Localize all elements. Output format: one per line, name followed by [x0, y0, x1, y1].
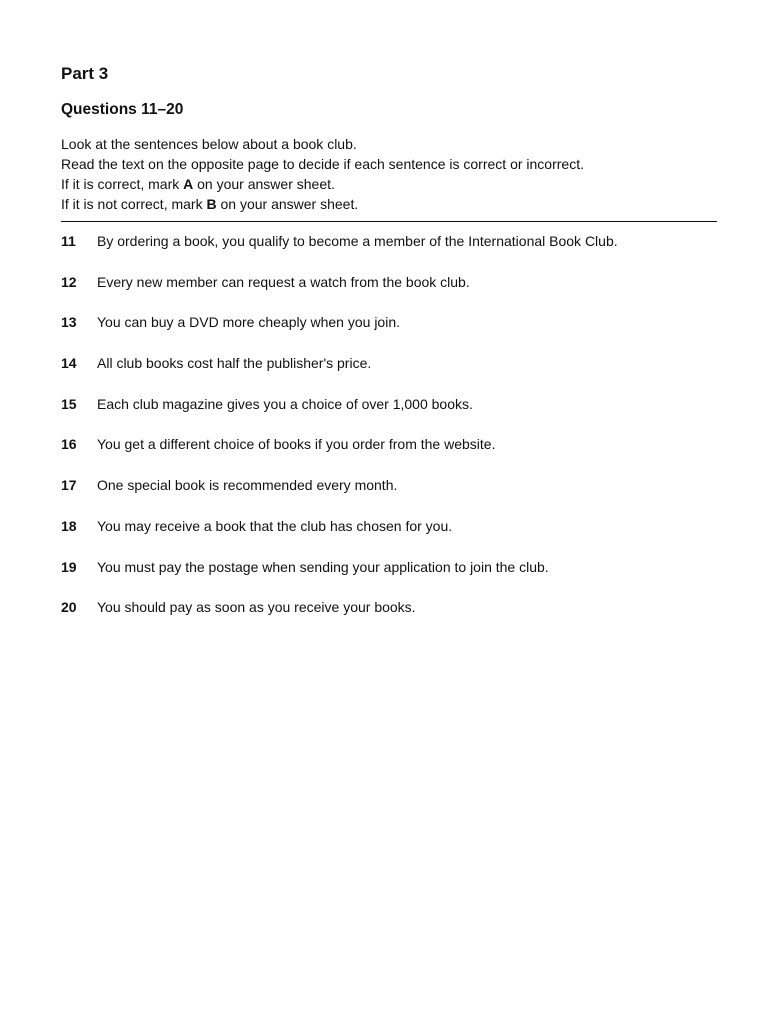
instruction-line-3-post: on your answer sheet. — [193, 176, 335, 192]
question-text: You may receive a book that the club has chosen for you. — [97, 517, 453, 534]
question-text: Every new member can request a watch from the book club. — [97, 273, 470, 290]
instruction-line-3-pre: If it is correct, mark — [61, 176, 184, 192]
question-text: You get a different choice of books if you order from the website. — [97, 436, 496, 453]
question-item — [61, 436, 721, 477]
instruction-line-4-post: on your answer sheet. — [216, 196, 359, 212]
question-text: Each club magazine gives you a choice of over 1,000 books. — [97, 395, 473, 412]
question-text: You must pay the postage when sending your application to join the club. — [97, 558, 549, 575]
instruction-line-3 — [61, 174, 721, 194]
part-title: Part 3 — [61, 64, 109, 83]
answer-mark-a: A — [183, 176, 194, 192]
question-list — [61, 233, 721, 640]
instructions — [61, 134, 721, 214]
question-number: 11 — [61, 233, 76, 249]
question-item — [61, 314, 721, 355]
question-item — [61, 396, 721, 437]
question-number: 18 — [61, 517, 77, 534]
question-number: 12 — [61, 273, 77, 290]
question-item — [61, 599, 721, 640]
question-item — [61, 355, 721, 396]
question-number: 15 — [61, 395, 77, 412]
section-divider — [61, 221, 717, 222]
question-number: 19 — [61, 558, 77, 575]
question-item — [61, 233, 721, 274]
question-text: All club books cost half the publisher's price. — [97, 355, 372, 372]
instruction-line-4-pre: If it is not correct, mark — [61, 196, 207, 212]
question-text: You can buy a DVD more cheaply when you join. — [97, 314, 400, 331]
question-number: 16 — [61, 436, 77, 453]
instruction-line-2: Read the text on the opposite page to decide if each sentence is correct or incorrect. — [61, 156, 584, 172]
question-number: 14 — [61, 355, 77, 372]
question-number: 20 — [61, 599, 77, 616]
answer-mark-b: B — [206, 196, 217, 212]
question-item — [61, 518, 721, 559]
instruction-line-1: Look at the sentences below about a book club. — [61, 136, 357, 152]
instruction-line-4 — [61, 194, 721, 214]
question-item — [61, 274, 721, 315]
question-item — [61, 477, 721, 518]
question-item — [61, 559, 721, 600]
question-number: 13 — [61, 314, 77, 331]
question-number: 17 — [61, 477, 77, 494]
questions-title: Questions 11–20 — [61, 101, 184, 118]
question-text: By ordering a book, you qualify to become a member of the International Book Club. — [97, 233, 618, 249]
question-text: One special book is recommended every month. — [97, 477, 398, 494]
question-text: You should pay as soon as you receive your books. — [97, 599, 416, 616]
